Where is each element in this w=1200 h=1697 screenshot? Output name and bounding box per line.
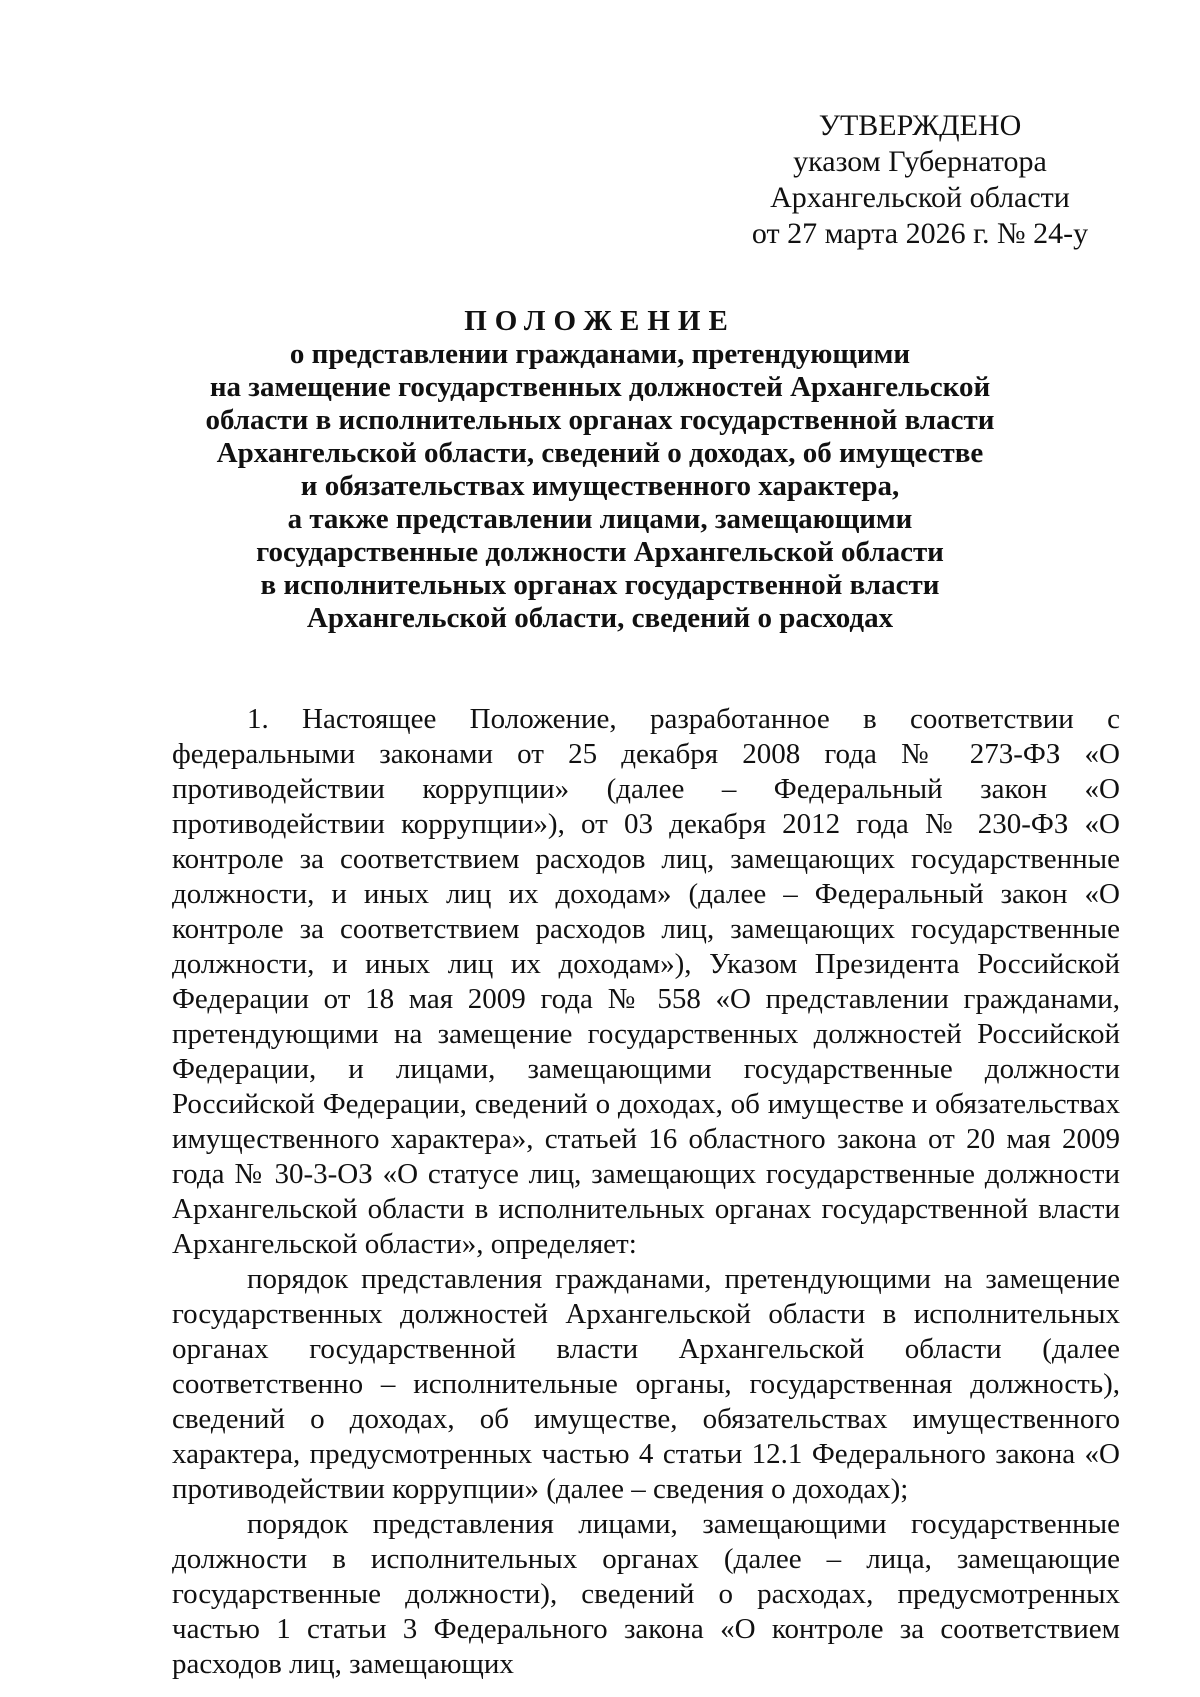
title-line: и обязательствах имущественного характера, [300, 470, 900, 502]
approval-region: Архангельской области [770, 181, 1070, 214]
paragraph-income-procedure: порядок представления гражданами, претендующими на замещение государственных должностей Архангельской области в исполнительных органах государственной власти Архангельской области (далее соответственно – исполнительные органы, государственная должность), сведений о доходах, об имуществе, обязательствах имущественного характера, предусмотренных частью 4 статьи 12.1 Федерального закона «О противодействии коррупции» (далее – сведения о доходах); [172, 1263, 1120, 1505]
title-line: а также представлении лицами, замещающими [287, 503, 913, 535]
paragraph-1: 1. Настоящее Положение, разработанное в соответствии с федеральными законами от 25 декабря 2008 года № 273-ФЗ «О противодействии коррупции» (далее – Федеральный закон «О противодействии коррупции»), от 03 декабря 2012 года № 230-ФЗ «О контроле за соответствием расходов лиц, замещающих государственные должности, и иных лиц их доходам» (далее – Федеральный закон «О контроле за соответствием расходов лиц, замещающих государственные должности, и иных лиц их доходам»), Указом Президента Российской Федерации от 18 мая 2009 года № 558 «О представлении гражданами, претендующими на замещение государственных должностей Российской Федерации, и лицами, замещающими государственные должности Российской Федерации, сведений о доходах, об имуществе и обязательствах имущественного характера», статьей 16 областного закона от 20 мая 2009 года № 30-3-ОЗ «О статусе лиц, замещающих государственные должности Архангельской области в исполнительных органах государственной власти Архангельской области», определяет: [172, 703, 1120, 1260]
paragraph-expense-procedure: порядок представления лицами, замещающими государственные должности в исполнительных органах (далее – лица, замещающие государственные должности), сведений о расходах, предусмотренных частью 1 статьи 3 Федерального закона «О контроле за соответствием расходов лиц, замещающих [172, 1508, 1120, 1680]
document-title [150, 305, 1050, 635]
title-line: государственные должности Архангельской области [256, 536, 944, 568]
approval-heading: УТВЕРЖДЕНО [818, 109, 1022, 142]
title-line: Архангельской области, сведений о расходах [306, 602, 894, 634]
title-line: области в исполнительных органах государственной власти [205, 404, 995, 436]
document-type-heading: ПОЛОЖЕНИЕ [464, 305, 736, 337]
title-line: на замещение государственных должностей Архангельской [209, 371, 991, 403]
title-line: Архангельской области, сведений о доходах, об имуществе [216, 437, 984, 469]
approval-decree: указом Губернатора [793, 145, 1047, 178]
approval-date-number: от 27 марта 2026 г. № 24-у [751, 217, 1089, 250]
document-body [172, 702, 1120, 1682]
title-line: в исполнительных органах государственной власти [260, 569, 940, 601]
title-line: о представлении гражданами, претендующими [289, 338, 911, 370]
approval-stamp [740, 108, 1100, 252]
